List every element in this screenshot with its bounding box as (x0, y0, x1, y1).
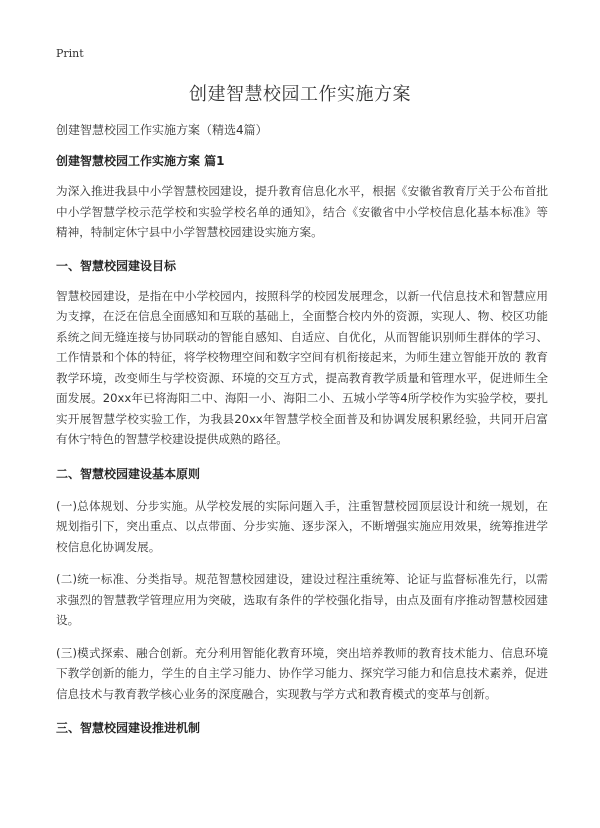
document-subtitle: 创建智慧校园工作实施方案（精选4篇） (56, 123, 268, 137)
principle2-paragraph: (二)统一标准、分类指导。规范智慧校园建设，建设过程注重统筹、论证与监督标准先行，以需求强烈的智慧教学管理应用为突破，选取有条件的学校强化指导，由点及面有序推动智慧校园建设。 (56, 572, 548, 627)
intro-paragraph: 为深入推进我县中小学智慧校园建设，提升教育信息化水平，根据《安徽省教育厅关于公布首批中小学智慧学校示范学校和实验学校名单的通知》，结合《安徽省中小学校信息化基本标准》等精神，特制定休宁县中小学智慧校园建设实施方案。 (56, 184, 548, 239)
section1-heading: 一、智慧校园建设目标 (56, 258, 177, 273)
article-heading: 创建智慧校园工作实施方案 篇1 (56, 154, 225, 168)
document-content (56, 151, 548, 738)
print-label[interactable]: Print (56, 47, 84, 60)
section2-heading: 二、智慧校园建设基本原则 (56, 466, 201, 481)
section3-heading: 三、智慧校园建设推进机制 (56, 721, 201, 735)
document-title: 创建智慧校园工作实施方案 (189, 84, 411, 105)
principle3-paragraph: (三)模式探索、融合创新。充分利用智能化教育环境，突出培养教师的教育技术能力、信息环境下教学创新的能力，学生的自主学习能力、协作学习能力、探究学习能力和信息技术素养，促进信息技术与教育教学核心业务的深度融合，实现教与学方式和教育模式的变革与创新。 (56, 645, 548, 701)
principle1-paragraph: (一)总体规划、分步实施。从学校发展的实际问题入手，注重智慧校园顶层设计和统一规划，在规划指引下，突出重点、以点带面、分步实施、逐步深入，不断增强实施应用效果，统筹推进学校信息化协调发展。 (56, 498, 548, 554)
section1-paragraph: 智慧校园建设，是指在中小学校园内，按照科学的校园发展理念，以新一代信息技术和智慧应用为支撑，在泛在信息全面感知和互联的基础上，全面整合校内外的资源，实现人、物、校区功能系统之间无缝连接与协同联动的智能自感知、自适应、自优化，从而智能识别师生群体的学习、工作情景和个体的特征，将学校物理空间和数字空间有机衔接起来，为师生建立智能开放的 教育教学环境，改变师生与学校资源、环境的交互方式，提高教育教学质量和管理水平，促进师生全面发展。20xx年已将海阳二中、海阳一小、海阳二小、五城小学等4所学校作为实验学校，要扎实开展智慧学校实验工作，为我县20xx年智慧学校全面普及和协调发展积累经验，共同开启富有休宁特色的智慧学校建设提供成熟的路径。 (56, 288, 548, 446)
